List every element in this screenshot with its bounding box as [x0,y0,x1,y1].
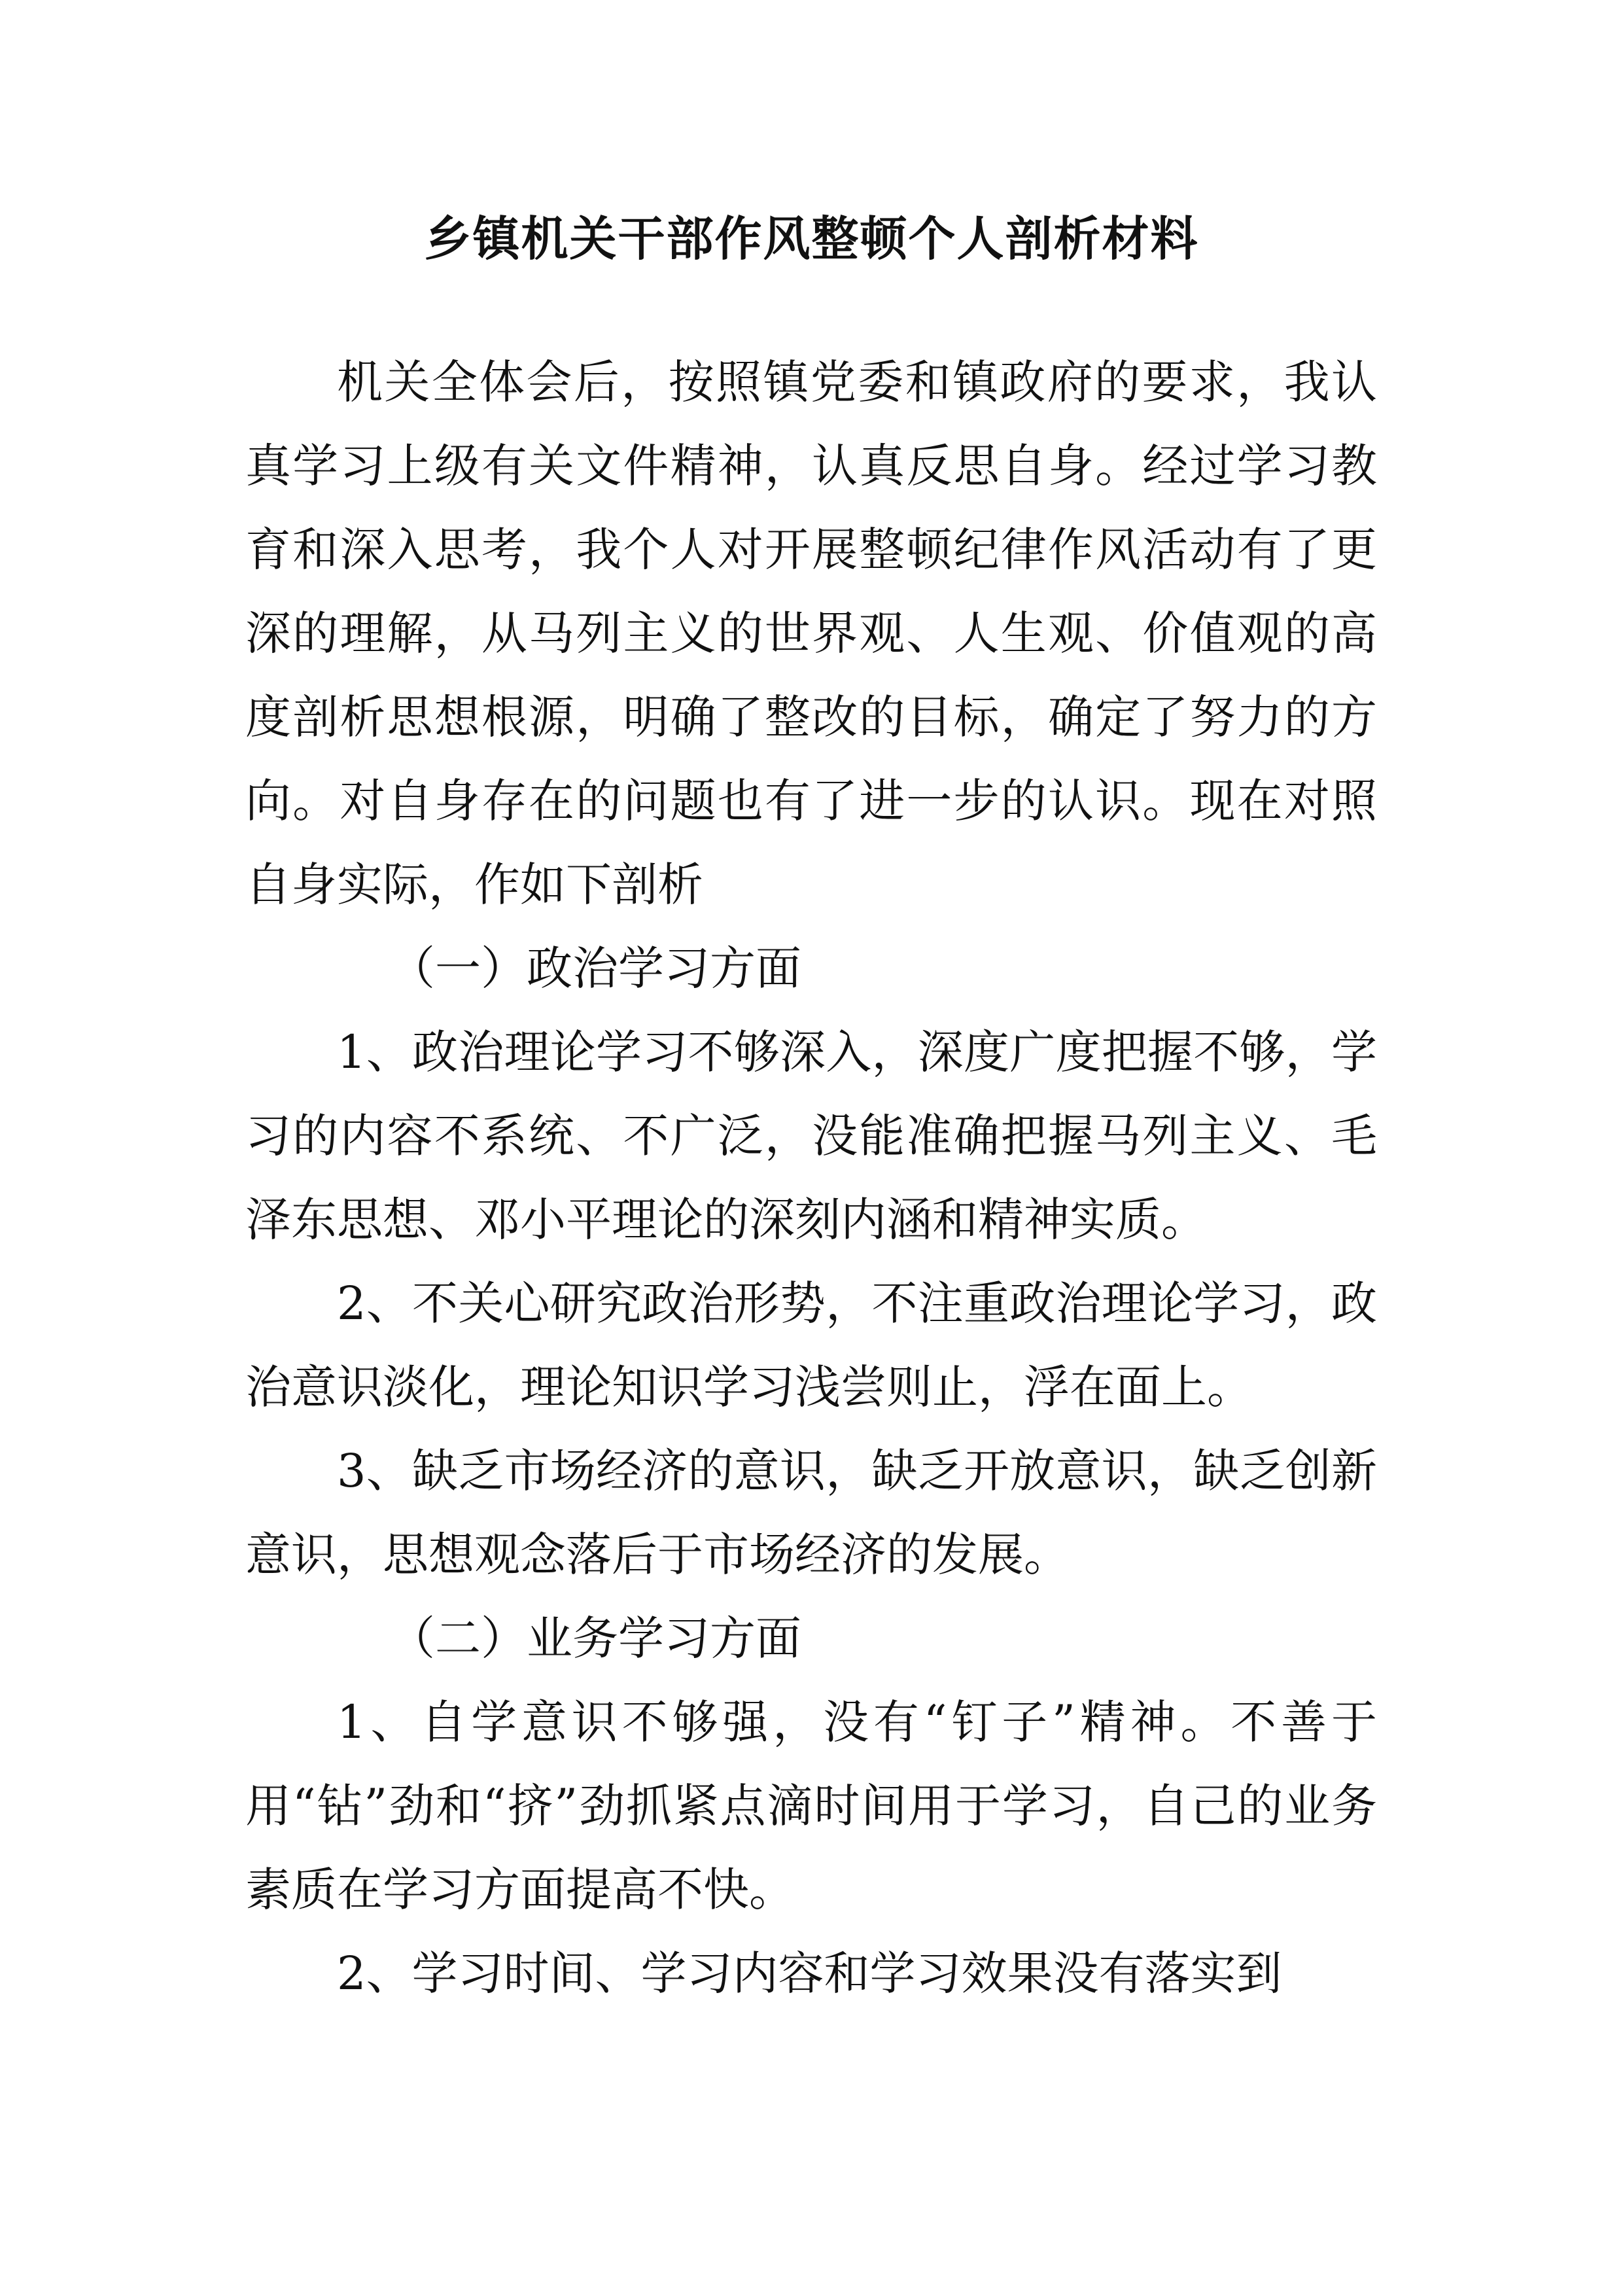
political-item-1: 1、政治理论学习不够深入，深度广度把握不够，学习的内容不系统、不广泛，没能准确把握马列主义、毛泽东思想、邓小平理论的深刻内涵和精神实质。 [245,1025,1377,1246]
political-item-2: 2、不关心研究政治形势，不注重政治理论学习，政治意识淡化，理论知识学习浅尝则止，浮在面上。 [245,1277,1377,1414]
political-item-3: 3、缺乏市场经济的意识，缺乏开放意识，缺乏创新意识，思想观念落后于市场经济的发展。 [245,1444,1377,1581]
section-heading-business: （二）业务学习方面 [389,1612,801,1665]
intro-paragraph: 机关全体会后，按照镇党委和镇政府的要求，我认真学习上级有关文件精神，认真反思自身。经过学习教育和深入思考，我个人对开展整顿纪律作风活动有了更深的理解，从马列主义的世界观、人生观、价值观的高度剖析思想根源，明确了整改的目标，确定了努力的方向。对自身存在的问题也有了进一步的认识。现在对照自身实际，作如下剖析 [245,355,1377,911]
document-title: 乡镇机关干部作风整顿个人剖析材料 [424,211,1199,266]
document-body [245,340,1377,2015]
business-item-2: 2、学习时间、学习内容和学习效果没有落实到 [337,1947,1282,2000]
business-item-1: 1、自学意识不够强，没有“钉子”精神。不善于用“钻”劲和“挤”劲抓紧点滴时间用于学习，自己的业务素质在学习方面提高不快。 [245,1695,1377,1916]
section-heading-political: （一）政治学习方面 [389,942,801,995]
